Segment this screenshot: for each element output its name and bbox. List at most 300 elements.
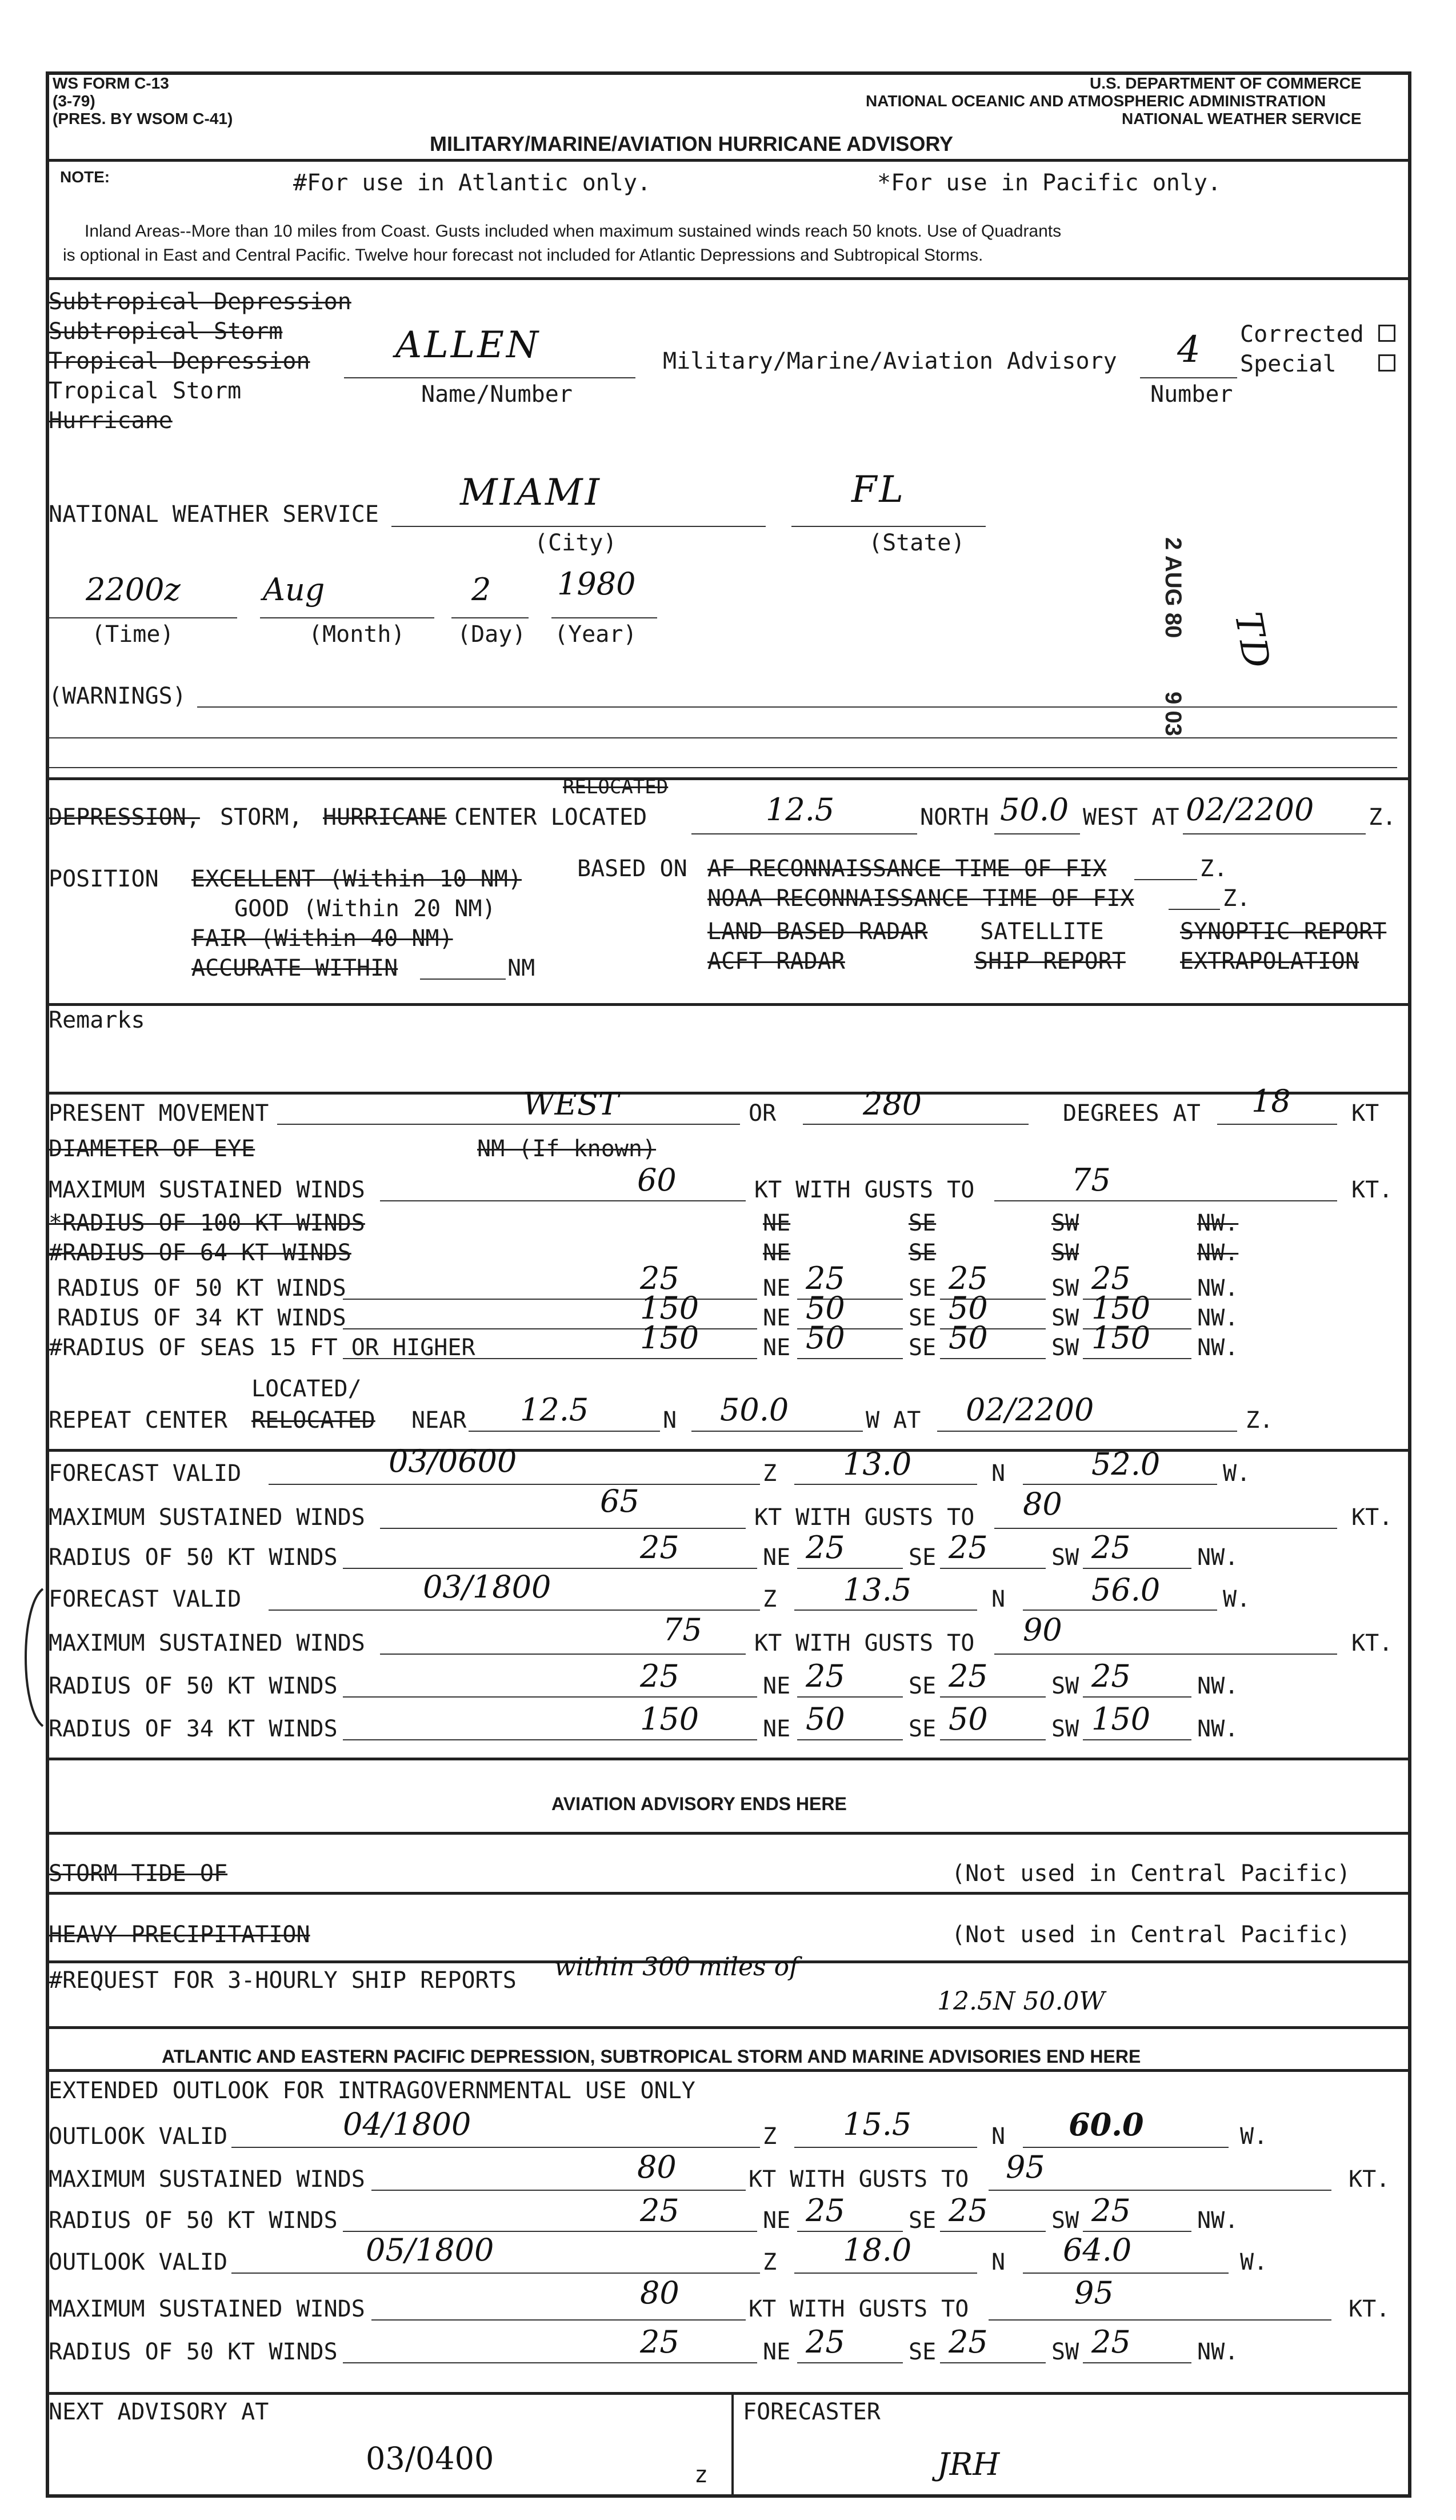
repeat-z: Z.	[1246, 1407, 1274, 1433]
r50-ne-label: NE	[763, 1275, 791, 1301]
rseas-value-ne: 150	[640, 1320, 699, 1356]
underline	[803, 1124, 1029, 1125]
forecast2-r50-sw-label: SW	[1051, 1673, 1079, 1699]
date-stamp: 2 AUG 80	[1161, 537, 1186, 638]
forecast1-r50-se-label: SE	[909, 1544, 937, 1571]
outlook2-w: W.	[1240, 2249, 1268, 2275]
underline	[451, 617, 529, 618]
outlook1-r50-value-nw: 25	[1091, 2192, 1131, 2229]
underline	[371, 2190, 746, 2191]
divider	[46, 277, 1411, 280]
underline	[794, 2147, 977, 2148]
noaa-z: Z.	[1223, 885, 1251, 912]
outlook1-n: N	[991, 2123, 1006, 2150]
kt-label: KT	[1351, 1100, 1379, 1127]
underline	[1083, 2231, 1191, 2232]
underline	[1023, 1610, 1217, 1611]
underline	[380, 1528, 746, 1529]
relocated-label: RELOCATED	[563, 776, 669, 798]
underline	[797, 1696, 903, 1698]
underline	[691, 833, 917, 834]
underline	[231, 2273, 760, 2274]
outlook2-valid-label: OUTLOOK VALID	[49, 2249, 228, 2275]
outlook1-max: 80	[637, 2149, 677, 2185]
divider	[46, 1092, 1411, 1095]
note-atlantic: #For use in Atlantic only.	[293, 170, 651, 196]
synoptic-report: SYNOPTIC REPORT	[1180, 918, 1387, 945]
outlook2-valid: 05/1800	[366, 2232, 494, 2268]
underline	[1023, 1484, 1217, 1485]
outlook2-r50-label: RADIUS OF 50 KT WINDS	[49, 2339, 338, 2365]
city-value: MIAMI	[460, 472, 602, 514]
outlook2-n: N	[991, 2249, 1006, 2275]
position-nm: NM	[507, 955, 535, 981]
r50-value-nw: 25	[1091, 1260, 1131, 1296]
underline	[994, 1654, 1337, 1655]
service-name: NATIONAL WEATHER SERVICE	[1122, 110, 1362, 127]
underline	[797, 1739, 903, 1740]
position-fair: FAIR (Within 40 NM)	[191, 925, 453, 952]
warnings-line	[49, 737, 1397, 738]
outlook2-r50-ne-label: NE	[763, 2339, 791, 2365]
divider	[46, 1832, 1411, 1835]
gusts-value: 75	[1071, 1162, 1111, 1198]
forecast1-r50-label: RADIUS OF 50 KT WINDS	[49, 1544, 338, 1571]
underline	[343, 1696, 757, 1698]
forecast2-w: W.	[1223, 1586, 1251, 1612]
storm-tide-note: (Not used in Central Pacific)	[951, 1860, 1351, 1887]
outlook1-r50-value-ne: 25	[640, 2192, 679, 2229]
repeat-time: 02/2200	[966, 1392, 1094, 1428]
divider	[46, 1758, 1411, 1760]
max-winds-value: 60	[637, 1162, 677, 1198]
aviation-end-label: AVIATION ADVISORY ENDS HERE	[551, 1794, 847, 1814]
outlook1-r50-nw-label: NW.	[1197, 2207, 1239, 2234]
underline	[994, 1528, 1337, 1529]
r34-se-label: SE	[909, 1305, 937, 1331]
month-value: Aug	[263, 572, 325, 608]
forecast1-z: Z	[763, 1460, 777, 1487]
forecast1-r50-value-nw: 25	[1091, 1529, 1131, 1565]
forecast2-kt: KT.	[1351, 1630, 1393, 1656]
r64-sw: SW	[1051, 1240, 1079, 1266]
number-label: Number	[1150, 381, 1233, 408]
heavy-precip-label: HEAVY PRECIPITATION	[49, 1922, 310, 1948]
forecast2-r34-ne-label: NE	[763, 1716, 791, 1742]
forecast2-n: N	[991, 1586, 1006, 1612]
rseas-value-nw: 150	[1091, 1320, 1151, 1356]
r34-value-ne: 150	[640, 1290, 699, 1326]
underline	[794, 1484, 977, 1485]
forecast2-r50-value-se: 25	[806, 1658, 845, 1694]
forecast1-max: 65	[600, 1483, 639, 1519]
warnings-line	[197, 706, 1397, 708]
or-label: OR	[749, 1100, 777, 1127]
extended-outlook-label: EXTENDED OUTLOOK FOR INTRAGOVERNMENTAL USE ONLY	[49, 2078, 695, 2104]
type-subtropical-storm: Subtropical Storm	[49, 318, 283, 345]
outlook2-lon: 64.0	[1063, 2232, 1132, 2268]
forecast1-valid-label: FORECAST VALID	[49, 1460, 242, 1487]
time-label: (Time)	[91, 621, 174, 648]
r100-se: SE	[909, 1210, 937, 1236]
warnings-label: (WARNINGS)	[49, 683, 186, 709]
outlook1-max-label: MAXIMUM SUSTAINED WINDS	[49, 2166, 365, 2192]
corrected-checkbox[interactable]	[1378, 325, 1395, 342]
outlook2-r50-value-sw: 25	[949, 2324, 988, 2360]
state-value: FL	[851, 469, 906, 511]
outlook2-r50-sw-label: SW	[1051, 2339, 1079, 2365]
forecast1-r50-value-sw: 25	[949, 1529, 988, 1565]
present-movement-label: PRESENT MOVEMENT	[49, 1100, 269, 1127]
forecast2-r34-nw-label: NW.	[1197, 1716, 1239, 1742]
outlook1-lat: 15.5	[843, 2106, 912, 2142]
underline	[391, 526, 766, 527]
diameter-label: DIAMETER OF EYE	[49, 1136, 255, 1162]
underline	[344, 377, 635, 378]
outlook2-gusts-label: KT WITH GUSTS TO	[749, 2296, 969, 2322]
year-label: (Year)	[554, 621, 637, 648]
outlook1-valid: 04/1800	[343, 2106, 471, 2142]
date-stamp-2: 9 03	[1161, 692, 1186, 736]
underline	[989, 2190, 1331, 2191]
type-tropical-storm: Tropical Storm	[49, 378, 242, 404]
underline	[1023, 2147, 1229, 2148]
forecast2-max: 75	[663, 1612, 702, 1648]
repeat-w-at: W AT	[866, 1407, 921, 1433]
forecast2-lat: 13.5	[843, 1572, 912, 1608]
forecast1-gusts-label: KT WITH GUSTS TO	[754, 1504, 975, 1531]
outlook1-r50-se-label: SE	[909, 2207, 937, 2234]
underline	[343, 1568, 757, 1569]
r64-se: SE	[909, 1240, 937, 1266]
depression-label: DEPRESSION,	[49, 804, 200, 830]
outlook1-kt: KT.	[1349, 2166, 1390, 2192]
underline	[691, 1431, 863, 1432]
divider	[46, 159, 1411, 162]
r50-value-ne: 25	[640, 1260, 679, 1296]
repeat-lon: 50.0	[720, 1392, 789, 1428]
underline	[380, 1200, 746, 1201]
outlook1-w: W.	[1240, 2123, 1268, 2150]
dept-name: U.S. DEPARTMENT OF COMMERCE	[1090, 74, 1362, 92]
r34-ne-label: NE	[763, 1305, 791, 1331]
r34-value-sw: 50	[949, 1290, 988, 1326]
radius-100-label: *RADIUS OF 100 KT WINDS	[49, 1210, 365, 1236]
underline	[1134, 879, 1197, 880]
r34-nw-label: NW.	[1197, 1305, 1239, 1331]
day-label: (Day)	[457, 621, 526, 648]
underline	[343, 1739, 757, 1740]
repeat-n: N	[663, 1407, 677, 1433]
repeat-lat: 12.5	[520, 1392, 589, 1428]
rseas-nw-label: NW.	[1197, 1335, 1239, 1361]
remarks-label: Remarks	[49, 1007, 145, 1033]
rseas-value-sw: 50	[949, 1320, 988, 1356]
forecast1-gusts: 80	[1023, 1486, 1062, 1522]
special-label: Special	[1240, 351, 1337, 377]
corrected-label: Corrected	[1240, 321, 1364, 348]
name-label: Name/Number	[421, 381, 573, 408]
underline	[420, 979, 506, 980]
underline	[231, 2147, 760, 2148]
underline	[343, 2231, 757, 2232]
forecast1-lat: 13.0	[843, 1446, 912, 1482]
r100-sw: SW	[1051, 1210, 1079, 1236]
forecast2-gusts-label: KT WITH GUSTS TO	[754, 1630, 975, 1656]
noaa-recon: NOAA RECONNAISSANCE TIME OF FIX	[707, 885, 1134, 912]
marine-end-label: ATLANTIC AND EASTERN PACIFIC DEPRESSION, SUBTROPICAL STORM AND MARINE ADVISORIES END HERE	[162, 2046, 1141, 2067]
underline	[49, 617, 237, 618]
divider	[46, 777, 1411, 780]
degrees-value: 280	[863, 1086, 922, 1122]
gusts-label: KT WITH GUSTS TO	[754, 1177, 975, 1203]
forecast1-valid: 03/0600	[389, 1443, 517, 1479]
underline	[937, 1431, 1237, 1432]
note-line-1: Inland Areas--More than 10 miles from Coast. Gusts included when maximum sustained winds reach 50 knots. Use of Quadrants	[85, 222, 1062, 241]
r50-nw-label: NW.	[1197, 1275, 1239, 1301]
underline	[940, 2231, 1046, 2232]
position-excellent: EXCELLENT (Within 10 NM)	[191, 866, 522, 892]
underline	[1183, 833, 1366, 834]
underline	[277, 1124, 740, 1125]
repeat-center-label: REPEAT CENTER	[49, 1407, 228, 1433]
forecast2-r50-label: RADIUS OF 50 KT WINDS	[49, 1673, 338, 1699]
note-line-2: is optional in East and Central Pacific. Twelve hour forecast not included for Atlantic Depressions and Subtropical Storms.	[63, 246, 983, 265]
forecast2-r50-ne-label: NE	[763, 1673, 791, 1699]
underline	[797, 1358, 903, 1359]
underline	[1023, 2273, 1229, 2274]
outlook1-z: Z	[763, 2123, 777, 2150]
next-advisory-z: z	[694, 2462, 709, 2488]
near-label: NEAR	[411, 1407, 467, 1433]
located-label: LOCATED/	[251, 1376, 362, 1402]
outlook1-r50-sw-label: SW	[1051, 2207, 1079, 2234]
underline	[797, 1568, 903, 1569]
note-label: NOTE:	[60, 168, 110, 186]
type-subtropical-depression: Subtropical Depression	[49, 289, 351, 315]
speed-value: 18	[1251, 1083, 1291, 1119]
forecast2-lon: 56.0	[1091, 1572, 1161, 1608]
outlook2-kt: KT.	[1349, 2296, 1390, 2322]
underline	[794, 1610, 977, 1611]
forecast2-gusts: 90	[1023, 1612, 1062, 1648]
advisory-number: 4	[1177, 329, 1203, 371]
diameter-nm: NM (If known)	[477, 1136, 657, 1162]
form-date: (3-79)	[53, 92, 95, 110]
center-lat: 12.5	[766, 792, 835, 828]
agency-name: NATIONAL OCEANIC AND ATMOSPHERIC ADMINISTRATION	[866, 92, 1326, 110]
z-label: Z.	[1369, 804, 1397, 830]
forecast2-r50-value-ne: 25	[640, 1658, 679, 1694]
forecast2-r34-label: RADIUS OF 34 KT WINDS	[49, 1716, 338, 1742]
storm-tide-label: STORM TIDE OF	[49, 1860, 228, 1887]
storm-name: ALLEN	[395, 324, 541, 366]
acft-radar: ACFT RADAR	[707, 948, 845, 975]
r50-value-sw: 25	[949, 1260, 988, 1296]
forecast2-r34-sw-label: SW	[1051, 1716, 1079, 1742]
outlook1-r50-value-sw: 25	[949, 2192, 988, 2229]
satellite: SATELLITE	[980, 918, 1104, 945]
form-pres: (PRES. BY WSOM C-41)	[53, 110, 233, 127]
outlook2-gusts: 95	[1074, 2275, 1114, 2311]
r34-value-se: 50	[806, 1290, 845, 1326]
outlook2-max: 80	[640, 2275, 679, 2311]
note-pacific: *For use in Pacific only.	[877, 170, 1222, 196]
underline	[940, 1739, 1046, 1740]
rseas-value-se: 50	[806, 1320, 845, 1356]
divider	[46, 1003, 1411, 1006]
warnings-line	[49, 767, 1397, 768]
forecast1-r50-value-ne: 25	[640, 1529, 679, 1565]
outlook1-gusts-label: KT WITH GUSTS TO	[749, 2166, 969, 2192]
af-recon: AF RECONNAISSANCE TIME OF FIX	[707, 856, 1107, 882]
outlook1-valid-label: OUTLOOK VALID	[49, 2123, 228, 2150]
next-advisory-label: NEXT ADVISORY AT	[49, 2399, 269, 2425]
underline	[1169, 909, 1220, 910]
underline	[1140, 377, 1237, 378]
forecaster-label: FORECASTER	[743, 2399, 881, 2425]
forecast2-r50-value-nw: 25	[1091, 1658, 1131, 1694]
form-id: WS FORM C-13	[53, 74, 169, 92]
r34-value-nw: 150	[1091, 1290, 1151, 1326]
forecast2-r50-se-label: SE	[909, 1673, 937, 1699]
outlook2-z: Z	[763, 2249, 777, 2275]
center-time: 02/2200	[1186, 792, 1314, 828]
forecast1-r50-nw-label: NW.	[1197, 1544, 1239, 1571]
rseas-sw-label: SW	[1051, 1335, 1079, 1361]
underline	[797, 2231, 903, 2232]
underline	[940, 1568, 1046, 1569]
r50-sw-label: SW	[1051, 1275, 1079, 1301]
movement-value: WEST	[523, 1086, 619, 1122]
forecast1-r50-ne-label: NE	[763, 1544, 791, 1571]
underline	[371, 2319, 746, 2321]
time-value: 2200z	[86, 572, 181, 608]
underline	[343, 1358, 757, 1359]
land-radar: LAND BASED RADAR	[707, 918, 928, 945]
underline	[343, 2362, 757, 2363]
forecast2-r34-se-label: SE	[909, 1716, 937, 1742]
outlook2-r50-value-nw: 25	[1091, 2324, 1131, 2360]
forecast1-n: N	[991, 1460, 1006, 1487]
r34-sw-label: SW	[1051, 1305, 1079, 1331]
nws-label: NATIONAL WEATHER SERVICE	[49, 501, 379, 528]
underline	[269, 1484, 760, 1485]
special-checkbox[interactable]	[1378, 354, 1395, 372]
initials-mark: TD	[1226, 609, 1278, 674]
divider	[46, 2069, 1411, 2072]
type-tropical-depression: Tropical Depression	[49, 348, 310, 374]
underline	[994, 1200, 1337, 1201]
ship-request-label: #REQUEST FOR 3-HOURLY SHIP REPORTS	[49, 1967, 517, 1994]
underline	[551, 617, 657, 618]
radius-64-label: #RADIUS OF 64 KT WINDS	[49, 1240, 351, 1266]
outlook2-r50-value-se: 25	[806, 2324, 845, 2360]
underline	[380, 1654, 746, 1655]
divider	[46, 2392, 1411, 2395]
r50-value-se: 25	[806, 1260, 845, 1296]
rseas-ne-label: NE	[763, 1335, 791, 1361]
forecast1-kt: KT.	[1351, 1504, 1393, 1531]
degrees-at-label: DEGREES AT	[1063, 1100, 1201, 1127]
outlook2-r50-value-ne: 25	[640, 2324, 679, 2360]
underline	[1083, 1739, 1191, 1740]
underline	[797, 2362, 903, 2363]
ship-request-value-2: 12.5N 50.0W	[937, 1987, 1105, 2016]
forecast2-r50-value-sw: 25	[949, 1658, 988, 1694]
type-hurricane: Hurricane	[49, 408, 173, 434]
underline	[940, 1696, 1046, 1698]
center-located-label: CENTER LOCATED	[454, 804, 647, 830]
forecast2-r34-value-sw: 50	[949, 1701, 988, 1737]
day-value: 2	[471, 572, 491, 608]
forecast2-max-label: MAXIMUM SUSTAINED WINDS	[49, 1630, 365, 1656]
underline	[940, 1358, 1046, 1359]
outlook1-r50-value-se: 25	[806, 2192, 845, 2229]
underline	[794, 2273, 977, 2274]
center-lon: 50.0	[1000, 792, 1069, 828]
bracket-mark	[14, 1583, 49, 1732]
divider	[46, 1892, 1411, 1895]
forecast1-w: W.	[1223, 1460, 1251, 1487]
underline	[1083, 1696, 1191, 1698]
ship-request-value-1: within 300 miles of	[554, 1952, 799, 1982]
repeat-relocated: RELOCATED	[251, 1407, 375, 1433]
rseas-se-label: SE	[909, 1335, 937, 1361]
forecast2-r50-nw-label: NW.	[1197, 1673, 1239, 1699]
position-good: GOOD (Within 20 NM)	[234, 896, 496, 922]
next-advisory-value: 03/0400	[366, 2441, 494, 2477]
footer-divider	[731, 2392, 734, 2498]
year-value: 1980	[557, 566, 636, 602]
max-winds-label: MAXIMUM SUSTAINED WINDS	[49, 1177, 365, 1203]
hurricane-label: HURRICANE	[323, 804, 447, 830]
month-label: (Month)	[309, 621, 405, 648]
forecaster-value: JRH	[937, 2446, 1000, 2482]
forecast2-valid-label: FORECAST VALID	[49, 1586, 242, 1612]
city-label: (City)	[534, 530, 617, 556]
forecast1-lon: 52.0	[1091, 1446, 1161, 1482]
north-label: NORTH	[920, 804, 989, 830]
af-z: Z.	[1200, 856, 1228, 882]
underline	[260, 617, 434, 618]
forecast2-valid: 03/1800	[423, 1569, 551, 1605]
forecast1-max-label: MAXIMUM SUSTAINED WINDS	[49, 1504, 365, 1531]
outlook2-lat: 18.0	[843, 2232, 912, 2268]
underline	[469, 1431, 660, 1432]
position-accurate: ACCURATE WITHIN	[191, 955, 398, 981]
forecast2-r34-value-se: 50	[806, 1701, 845, 1737]
west-at-label: WEST AT	[1083, 804, 1179, 830]
forecast1-r50-sw-label: SW	[1051, 1544, 1079, 1571]
based-on-label: BASED ON	[577, 856, 687, 882]
extrapolation: EXTRAPOLATION	[1180, 948, 1359, 975]
r100-nw: NW.	[1197, 1210, 1239, 1236]
underline	[1083, 1358, 1191, 1359]
underline	[1083, 2362, 1191, 2363]
r64-nw: NW.	[1197, 1240, 1239, 1266]
heavy-precip-note: (Not used in Central Pacific)	[951, 1922, 1351, 1948]
advisory-label: Military/Marine/Aviation Advisory	[663, 348, 1117, 374]
storm-label: STORM,	[220, 804, 303, 830]
outlook2-r50-se-label: SE	[909, 2339, 937, 2365]
form-title: MILITARY/MARINE/AVIATION HURRICANE ADVISORY	[430, 132, 953, 155]
forecast2-r34-value-nw: 150	[1091, 1701, 1151, 1737]
r50-se-label: SE	[909, 1275, 937, 1301]
divider	[46, 1449, 1411, 1452]
r64-ne: NE	[763, 1240, 791, 1266]
outlook1-r50-label: RADIUS OF 50 KT WINDS	[49, 2207, 338, 2234]
